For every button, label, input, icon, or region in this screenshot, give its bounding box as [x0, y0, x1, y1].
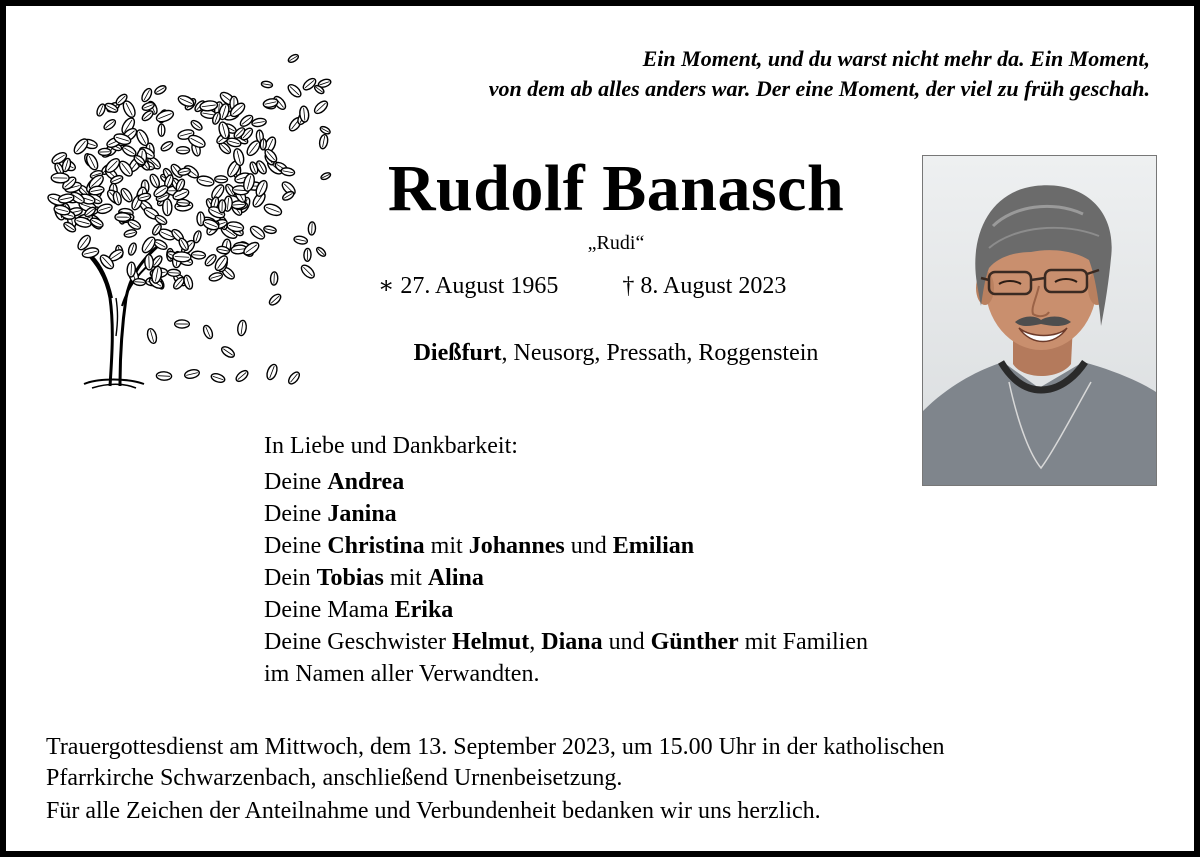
- family-member-name: Alina: [427, 565, 484, 591]
- family-member-text: Deine: [264, 469, 328, 495]
- family-member-name: Erika: [394, 597, 454, 623]
- place-main: Dießfurt: [413, 340, 502, 366]
- memorial-quote: [290, 44, 1150, 104]
- death-cross-icon: †: [622, 273, 635, 299]
- family-member-name: Emilian: [612, 533, 695, 559]
- family-intro: In Liebe und Dankbarkeit:: [264, 433, 518, 459]
- family-list: [264, 430, 868, 690]
- family-member-text: Deine: [264, 501, 328, 527]
- family-member-name: Johannes: [468, 533, 565, 559]
- family-members: [264, 466, 868, 690]
- family-member-name: Janina: [327, 501, 397, 527]
- family-member-line: [264, 562, 868, 594]
- portrait-photo: [922, 155, 1157, 486]
- family-member-text: Deine Mama: [264, 597, 395, 623]
- family-member-text: Deine Geschwister: [264, 629, 452, 655]
- family-member-name: Diana: [541, 629, 603, 655]
- family-member-text: Dein: [264, 565, 317, 591]
- funeral-service-info: [46, 732, 1166, 794]
- deceased-name: Rudolf Banasch: [387, 152, 845, 225]
- birth-date: 27. August 1965: [400, 273, 559, 299]
- life-dates: [378, 270, 786, 302]
- family-member-name: Christina: [327, 533, 425, 559]
- quote-line-2: von dem ab alles anders war. Der eine Moment, der viel zu früh geschah.: [488, 76, 1150, 101]
- family-member-text: im Namen aller Verwandten.: [264, 661, 540, 687]
- places-other: , Neusorg, Pressath, Roggenstein: [501, 340, 819, 366]
- family-member-line: [264, 594, 868, 626]
- family-member-line: [264, 498, 868, 530]
- family-member-name: Günther: [650, 629, 739, 655]
- family-member-line: [264, 626, 868, 658]
- family-member-text: mit: [424, 533, 469, 559]
- family-member-name: Tobias: [316, 565, 384, 591]
- family-member-text: und: [602, 629, 651, 655]
- family-member-text: und: [564, 533, 613, 559]
- places-line: [346, 340, 886, 367]
- service-line-2: Pfarrkirche Schwarzenbach, anschließend Urnenbeisetzung.: [46, 765, 623, 791]
- deceased-nickname: „Rudi“: [587, 232, 645, 254]
- service-line-1: Trauergottesdienst am Mittwoch, dem 13. September 2023, um 15.00 Uhr in der katholischen: [46, 734, 945, 760]
- family-member-text: Deine: [264, 533, 328, 559]
- wind-blown-tree-icon: [32, 36, 332, 396]
- birth-star-icon: ∗: [378, 273, 395, 299]
- thanks-note: Für alle Zeichen der Anteilnahme und Verbundenheit bedanken wir uns herzlich.: [46, 798, 821, 824]
- death-date: 8. August 2023: [640, 273, 787, 299]
- family-member-line: [264, 658, 868, 690]
- family-member-name: Helmut: [451, 629, 530, 655]
- family-member-line: [264, 466, 868, 498]
- family-member-text: mit Familien: [738, 629, 868, 655]
- family-member-text: ,: [529, 629, 542, 655]
- family-member-line: [264, 530, 868, 562]
- family-member-text: mit: [383, 565, 428, 591]
- family-member-name: Andrea: [327, 469, 405, 495]
- quote-line-1: Ein Moment, und du warst nicht mehr da. Ein Moment,: [642, 46, 1150, 71]
